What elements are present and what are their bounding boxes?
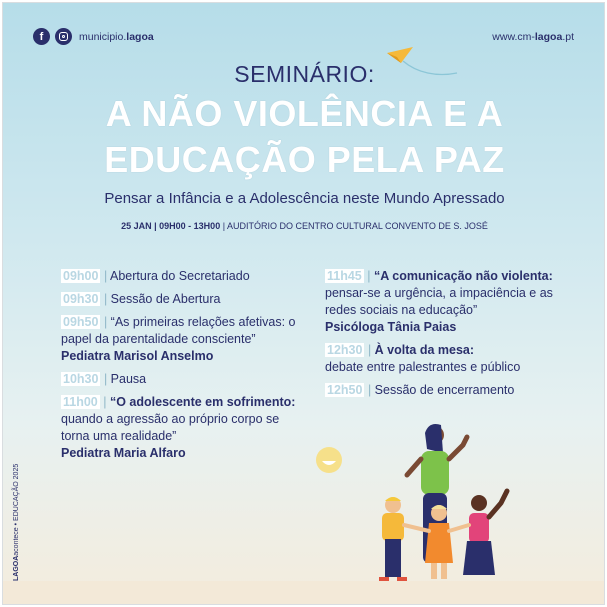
facebook-icon[interactable]: f <box>33 28 50 45</box>
ground-band <box>3 581 605 605</box>
program-item: 09h50 | “As primeiras relações afetivas: o papel da parentalidade consciente” Pediatra Marisol Anselmo <box>61 314 311 365</box>
social-handle[interactable]: municipio.lagoa <box>79 30 154 43</box>
program-left-column <box>61 268 311 468</box>
children-illustration <box>303 413 533 588</box>
program-item: 09h30 | Sessão de Abertura <box>63 292 221 306</box>
instagram-icon[interactable] <box>55 28 72 45</box>
program-right-column <box>325 268 575 405</box>
website-link[interactable]: www.cm-lagoa.pt <box>492 31 574 43</box>
event-subtitle: Pensar a Infância e a Adolescência neste Mundo Apressado <box>104 190 505 207</box>
program-item: 11h45 | “A comunicação não violenta: pensar-se a urgência, a impaciência e as redes sociais na educação” Psicóloga Tânia Paias <box>325 268 575 336</box>
event-title: A NÃO VIOLÊNCIA E A EDUCAÇÃO PELA PAZ <box>104 93 505 180</box>
speaker-name: Pediatra Marisol Anselmo <box>61 349 214 363</box>
speaker-name: Psicóloga Tânia Paias <box>325 320 457 334</box>
program-item: 09h00 | Abertura do Secretariado <box>63 269 250 283</box>
event-date-venue: 25 JAN | 09H00 - 13H00 | AUDITÓRIO DO CENTRO CULTURAL CONVENTO DE S. JOSÉ <box>121 221 488 231</box>
seminar-label: SEMINÁRIO: <box>234 61 375 87</box>
brand-footer: LAGOAacontece • EDUCAÇÃO 2025 <box>13 463 20 581</box>
poster <box>2 2 605 605</box>
program-item: 12h30 | À volta da mesa: debate entre palestrantes e público <box>325 343 521 374</box>
social-bar <box>33 28 154 45</box>
program-item: 11h00 | “O adolescente em sofrimento: quando a agressão ao próprio corpo se torna uma realidade” Pediatra Maria Alfaro <box>61 394 311 462</box>
program-item: 10h30 | Pausa <box>63 372 147 386</box>
program-item: 12h50 | Sessão de encerramento <box>327 383 515 397</box>
speaker-name: Pediatra Maria Alfaro <box>61 446 186 460</box>
